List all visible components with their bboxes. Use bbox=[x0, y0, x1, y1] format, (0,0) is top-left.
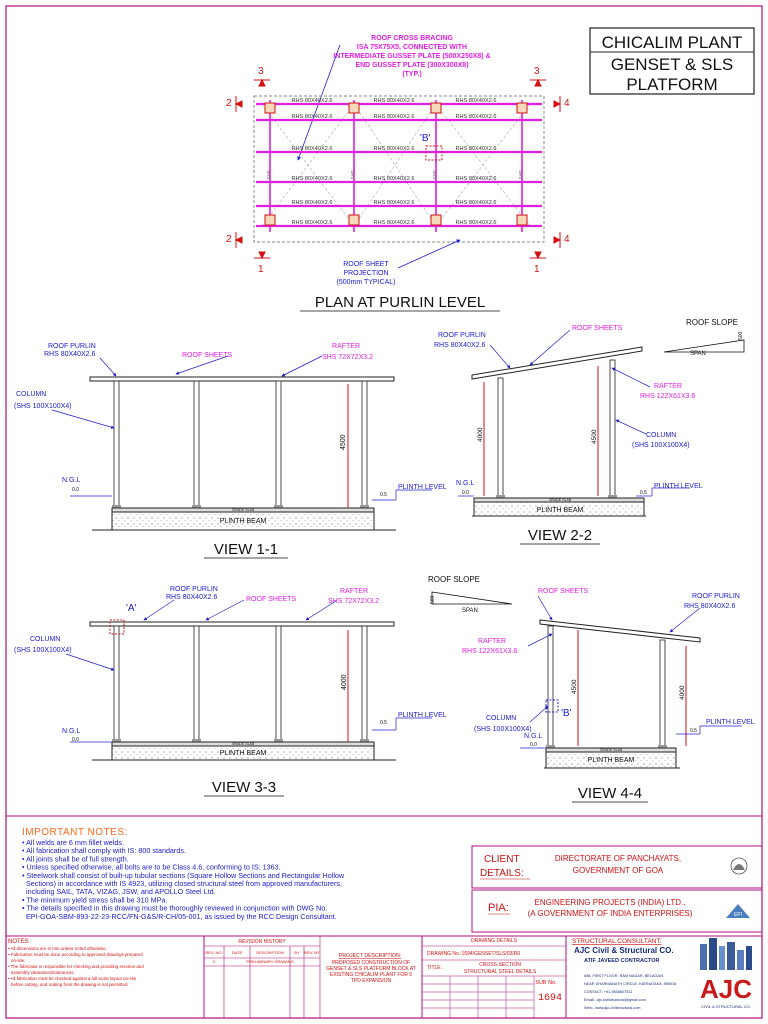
important-notes bbox=[22, 827, 345, 921]
view-2-2 bbox=[434, 318, 744, 544]
marker-3-right: 3 bbox=[534, 66, 540, 77]
plan-member-label: RHS 80X40X2.6 bbox=[455, 114, 497, 120]
plan-column bbox=[349, 103, 359, 113]
view-4-4-span: SPAN bbox=[462, 608, 478, 614]
note-line: EPI-GOA-SBM-893-22-23-RCC/FN-G&S/R-CH/05-001, as issued by the RCC Design Consultant. bbox=[26, 911, 337, 921]
plan-member-label: RHS 80X40X2.6 bbox=[373, 200, 415, 206]
ajc-logo-text: AJC bbox=[699, 974, 753, 1004]
goa-emblem bbox=[731, 858, 747, 874]
bracing-note-5: (TYP.) bbox=[402, 71, 422, 78]
plan-rafter-label: SHS bbox=[518, 170, 523, 180]
plan-rafter-label: SHS bbox=[432, 170, 437, 180]
pia-block bbox=[472, 890, 762, 932]
view-4-4-plinth-level: PLINTH LEVEL bbox=[706, 719, 755, 726]
view-4-4-ngl: N.G.L bbox=[524, 733, 543, 740]
title-block bbox=[6, 936, 762, 1018]
note-line: • All joints shall be of full strength. bbox=[22, 854, 129, 864]
view-1-1-ngl-value: 0.0 bbox=[72, 487, 79, 493]
column-member bbox=[194, 626, 199, 742]
bracing-note-1: ROOF CROSS BRACING bbox=[371, 35, 453, 42]
view-3-3-plinth-level-value: 0.5 bbox=[380, 720, 387, 726]
drawing-details-title: DRAWING DETAILS bbox=[471, 938, 517, 944]
view-4-4-sheets: ROOF SHEETS bbox=[538, 588, 589, 595]
view-3-3-plinth-beam-label: PLINTH BEAM bbox=[219, 750, 267, 757]
projection-note-1: ROOF SHEET bbox=[343, 261, 389, 268]
view-4-4-height-right: 4000 bbox=[679, 685, 686, 700]
svg-text:EPI: EPI bbox=[733, 912, 743, 918]
plan-column bbox=[265, 103, 275, 113]
column-member bbox=[660, 640, 665, 748]
projection-note-3: (500mm TYPICAL) bbox=[336, 279, 396, 286]
view-2-2-purlin-1: ROOF PURLIN bbox=[438, 332, 486, 339]
header-title-line-3: PLATFORM bbox=[626, 75, 718, 94]
plan-member-label: RHS 80X40X2.6 bbox=[455, 200, 497, 206]
view-4-4-ngl-value: 0.0 bbox=[530, 742, 537, 748]
view-2-2-sheets: ROOF SHEETS bbox=[572, 325, 623, 332]
view-4-4-column-1: COLUMN bbox=[486, 715, 517, 722]
view-3-3-sheets: ROOF SHEETS bbox=[246, 596, 297, 603]
view-2-2-height-left: 4000 bbox=[477, 427, 484, 442]
client-label-2: DETAILS: bbox=[480, 868, 524, 879]
project-desc-line: TPD EXPANSION bbox=[350, 978, 392, 984]
plan-member-label: RHS 80X40X2.6 bbox=[291, 146, 333, 152]
note-line: including SAIL, TATA, VIZAG, JSW, and APOLLO Steel Ltd. bbox=[26, 887, 216, 897]
plan-member-label: RHS 80X40X2.6 bbox=[373, 220, 415, 226]
view-4-4-plinth-beam-label: PLINTH BEAM bbox=[587, 757, 635, 764]
bracing-note-4: END GUSSET PLATE (300X300X8) bbox=[355, 62, 469, 69]
small-note-line: • All fabrication must be checked against a full-scale layout on-site bbox=[8, 976, 137, 981]
project-desc-label: PROJECT DESCRIPTION: bbox=[338, 953, 402, 959]
view-4-4-title: VIEW 4-4 bbox=[577, 785, 643, 802]
small-note-line: • All dimensions are in mm unless noted otherwise. bbox=[8, 946, 107, 951]
small-note-line: • The fabricator is responsible for checking and providing erection and bbox=[8, 964, 144, 969]
marker-2-lower: 2 bbox=[226, 234, 232, 245]
view-1-1 bbox=[14, 343, 447, 558]
view-3-3-column-1: COLUMN bbox=[30, 636, 61, 643]
plan-member-label: RHS 80X40X2.6 bbox=[373, 176, 415, 182]
marker-2-upper: 2 bbox=[226, 98, 232, 109]
projection-leader bbox=[398, 240, 460, 268]
view-3-3-height: 4000 bbox=[341, 674, 348, 690]
view-2-2-plinth-beam-label: PLINTH BEAM bbox=[536, 507, 584, 514]
view-2-2-slope-rise: 500 bbox=[738, 331, 744, 340]
column-member bbox=[276, 626, 281, 742]
view-4-4-height-left: 4500 bbox=[571, 679, 578, 694]
plan-column bbox=[431, 103, 441, 113]
marker-1-right: 1 bbox=[534, 264, 540, 275]
view-2-2-height-right: 4500 bbox=[591, 429, 598, 444]
plan-member-label: RHS 80X40X2.6 bbox=[455, 220, 497, 226]
plan-rafter-label: SHS bbox=[350, 170, 355, 180]
view-4-4-purlin-2: RHS 80X40X2.6 bbox=[684, 603, 736, 610]
view-3-3-detail-a-tag: 'A' bbox=[126, 603, 137, 614]
drawing-number: DRAWING No.:1694/GENSET/SLS/03/R0 bbox=[427, 951, 521, 957]
view-4-4-rafter-2: RHS 122X61X3.6 bbox=[462, 648, 518, 655]
view-1-1-rafter-2: SHS 72X72X3.2 bbox=[322, 354, 373, 361]
view-2-2-column-1: COLUMN bbox=[646, 432, 677, 439]
drawing-title bbox=[464, 962, 537, 975]
plan-title: PLAN AT PURLIN LEVEL bbox=[314, 294, 486, 311]
view-4-4-detail-b-tag: 'B' bbox=[561, 708, 572, 719]
plan-member-label: RHS 80X40X2.6 bbox=[291, 200, 333, 206]
title-line: CROSS-SECTION bbox=[479, 962, 521, 968]
view-2-2-purlin-2: RHS 80X40X2.6 bbox=[434, 342, 486, 349]
view-3-3-columns bbox=[112, 626, 369, 742]
view-1-1-column-1: COLUMN bbox=[16, 391, 47, 398]
project-description bbox=[326, 960, 416, 984]
client-name-1: DIRECTORATE OF PANCHAYATS, bbox=[554, 854, 682, 863]
view-3-3-purlin-2: RHS 80X40X2.6 bbox=[166, 594, 218, 601]
view-4-4-purlin-1: ROOF PURLIN bbox=[692, 593, 740, 600]
sheet-label: SUB No. bbox=[535, 980, 557, 986]
project-desc-line: PROPOSED CONSTRUCTION OF bbox=[331, 960, 411, 966]
view-3-3-column-2: (SHS 100X100X4) bbox=[14, 647, 72, 654]
plan-detail-b-tag: 'B' bbox=[420, 133, 431, 144]
pia-name-1: ENGINEERING PROJECTS (INDIA) LTD., bbox=[534, 898, 686, 907]
view-1-1-height: 4500 bbox=[340, 434, 347, 450]
view-1-1-ngl: N.G.L bbox=[62, 477, 81, 484]
view-4-4 bbox=[428, 575, 755, 802]
header-title-line-2: GENSET & SLS bbox=[610, 55, 734, 74]
sheet-number: 1694 bbox=[537, 993, 563, 1004]
view-2-2-slope: ROOF SLOPE bbox=[686, 318, 739, 327]
view-2-2-ngl: N.G.L bbox=[456, 480, 475, 487]
rev-col-revby: REV. BY bbox=[304, 950, 320, 955]
view-2-2-title: VIEW 2-2 bbox=[527, 527, 593, 544]
consultant-address-line: #58, FIRST FLOOR, RAM NAGAR, BELAGAVI, bbox=[584, 974, 665, 978]
view-3-3-rafter-1: RAFTER bbox=[340, 588, 368, 595]
view-1-1-title: VIEW 1-1 bbox=[213, 541, 279, 558]
plan-member-label: RHS 80X40X2.6 bbox=[291, 220, 333, 226]
view-1-1-grade-slab: GRADE SLAB bbox=[231, 508, 255, 512]
note-line: Sections) in accordance with IS 4923, utilizing closed structural steel from approved manufacturers, bbox=[26, 879, 343, 888]
plan-member-label: RHS 80X40X2.6 bbox=[373, 146, 415, 152]
marker-4-lower: 4 bbox=[564, 234, 570, 245]
client-name-2: GOVERNMENT OF GOA bbox=[572, 866, 664, 875]
view-2-2-rafter-1: RAFTER bbox=[654, 383, 682, 390]
client-block bbox=[472, 846, 762, 888]
view-2-2-plinth-level-value: 0.5 bbox=[640, 490, 647, 496]
plan-rafter-label: SHS bbox=[266, 170, 271, 180]
rev-col-desc: DESCRIPTION bbox=[256, 950, 284, 955]
header-title-line-1: CHICALIM PLANT bbox=[601, 33, 743, 52]
title-label: TITLE: bbox=[427, 965, 443, 971]
small-note-line: • Fabrication must be done according to approved drawings prepared bbox=[8, 952, 143, 957]
consultant-name: AJC Civil & Structural CO. bbox=[574, 946, 674, 955]
column-member bbox=[114, 381, 119, 508]
bracing-note-2: ISA 75X75X5, CONNECTED WITH bbox=[356, 44, 468, 51]
epi-logo bbox=[726, 904, 750, 918]
view-3-3-purlin-1: ROOF PURLIN bbox=[170, 586, 218, 593]
note-line: • The details specified in this drawing must be thoroughly reviewed in conjunction with DWG No. bbox=[22, 903, 328, 913]
project-desc-line: GENSET & SLS PLATFORM BLOCK AT bbox=[326, 966, 416, 972]
small-notes-heading: NOTES bbox=[8, 939, 29, 945]
client-label-1: CLIENT bbox=[484, 854, 520, 865]
consultant-label: STRUCTURAL CONSULTANT: bbox=[572, 938, 662, 945]
view-1-1-plinth-beam-label: PLINTH BEAM bbox=[219, 518, 267, 525]
view-2-2-plinth-level: PLINTH LEVEL bbox=[654, 483, 703, 490]
small-notes bbox=[8, 946, 144, 987]
rev-col-no: REV. NO. bbox=[205, 950, 223, 955]
view-2-2-rafter-2: RHS 122X61X3.6 bbox=[640, 393, 696, 400]
view-3-3-ngl-value: 0.0 bbox=[72, 737, 79, 743]
ajc-logo bbox=[700, 938, 752, 1009]
column-member bbox=[362, 626, 367, 742]
notes-heading: IMPORTANT NOTES: bbox=[22, 827, 128, 838]
consultant-address-line: Web:- www.ajc-civilstructural.com bbox=[584, 1006, 641, 1010]
note-line: • All welds are 6 mm fillet welds. bbox=[22, 838, 124, 847]
note-line: • All fabrication shall comply with IS: 800 standards. bbox=[22, 846, 186, 856]
rev-row-no: 0 bbox=[212, 959, 216, 964]
column-member bbox=[114, 626, 119, 742]
view-2-2-columns bbox=[496, 360, 617, 498]
view-1-1-rafter-1: RAFTER bbox=[332, 343, 360, 350]
pia-name-2: (A GOVERNMENT OF INDIA ENTERPRISES) bbox=[527, 909, 693, 918]
rev-col-by: BY bbox=[294, 950, 300, 955]
marker-3-left: 3 bbox=[258, 66, 264, 77]
small-note-line: assembly clearances/tolerances. bbox=[11, 970, 75, 975]
note-line: • Unless specified otherwise, all bolts are to be Class 4.6, conforming to IS: 1363. bbox=[22, 862, 281, 872]
view-3-3 bbox=[14, 586, 447, 796]
view-2-2-span: SPAN bbox=[690, 351, 706, 357]
plan-column bbox=[431, 215, 441, 225]
note-line: • Steelwork shall consist of built-up tubular sections (Square Hollow Sections and Rectangular Hollow bbox=[22, 870, 345, 880]
column-member bbox=[276, 381, 281, 508]
small-note-line: before cutting, and scaling from the drawing is not permitted. bbox=[11, 982, 129, 987]
column-member bbox=[610, 360, 615, 498]
column-member bbox=[362, 381, 367, 508]
view-4-4-columns bbox=[546, 626, 667, 748]
view-3-3-ngl: N.G.L bbox=[62, 728, 81, 735]
view-4-4-grade-slab: GRADE SLAB bbox=[599, 748, 623, 752]
consultant-address-line: Email:- ajc.civilstructural@gmail.com bbox=[584, 998, 646, 1002]
plan-member-label: RHS 80X40X2.6 bbox=[291, 98, 333, 104]
view-1-1-plinth-level: PLINTH LEVEL bbox=[398, 484, 447, 491]
plan-column bbox=[517, 215, 527, 225]
marker-1-left: 1 bbox=[258, 264, 264, 275]
plan-member-label: RHS 80X40X2.6 bbox=[455, 146, 497, 152]
view-4-4-rafter-1: RAFTER bbox=[478, 638, 506, 645]
view-1-1-columns bbox=[112, 381, 369, 508]
view-1-1-column-2: (SHS 100X100X4) bbox=[14, 403, 72, 410]
plan-member-label: RHS 80X40X2.6 bbox=[291, 114, 333, 120]
project-desc-line: EXISTING CHICALIM PLANT FOR 5 bbox=[329, 972, 413, 978]
plan-member-label: RHS 80X40X2.6 bbox=[455, 176, 497, 182]
header-title-box bbox=[590, 28, 754, 94]
rev-row-desc: PRELIMINARY DRAWING bbox=[246, 959, 294, 964]
rev-col-date: DATE bbox=[231, 950, 243, 955]
consultant-address-line: NEAR DHARMANATH CIRCLE, KARNATAKA, 590016 bbox=[584, 982, 677, 986]
view-2-2-ngl-value: 0.0 bbox=[462, 490, 469, 496]
view-4-4-slope: ROOF SLOPE bbox=[428, 575, 481, 584]
title-line: STRUCTURAL STEEL DETAILS bbox=[463, 969, 537, 975]
view-4-4-plinth-level-value: 0.5 bbox=[690, 728, 697, 734]
plan-member-label: RHS 80X40X2.6 bbox=[373, 98, 415, 104]
plan-member-label: RHS 80X40X2.6 bbox=[455, 98, 497, 104]
column-member bbox=[194, 381, 199, 508]
consultant-address bbox=[584, 974, 676, 1010]
plan-member-label: RHS 80X40X2.6 bbox=[291, 176, 333, 182]
column-member bbox=[498, 378, 503, 498]
marker-4-upper: 4 bbox=[564, 98, 570, 109]
view-3-3-grade-slab: GRADE SLAB bbox=[231, 742, 255, 746]
view-4-4-slope-rise: 500 bbox=[430, 595, 436, 604]
view-4-4-column-2: (SHS 100X100X4) bbox=[474, 726, 532, 733]
view-1-1-sheets: ROOF SHEETS bbox=[182, 352, 233, 359]
projection-note-2: PROJECTION bbox=[343, 270, 389, 277]
pia-label: PIA: bbox=[488, 902, 509, 914]
notes-list bbox=[22, 838, 345, 921]
column-member bbox=[548, 626, 553, 748]
note-line: • The minimum yield stress shall be 310 MPa. bbox=[22, 895, 168, 905]
view-3-3-rafter-2: SHS 72X72X3.2 bbox=[328, 598, 379, 605]
plan-column bbox=[517, 103, 527, 113]
svg-text:CIVIL & STRUCTURAL CO.: CIVIL & STRUCTURAL CO. bbox=[701, 1004, 751, 1009]
consultant-person: ATIF JAVEED CONTRACTOR bbox=[584, 958, 660, 964]
bracing-note-3: INTERMEDIATE GUSSET PLATE (500X250X8) & bbox=[333, 53, 491, 60]
plan-view bbox=[226, 35, 570, 311]
consultant-address-line: CONTACT: +91-9538607511 bbox=[584, 990, 633, 994]
view-2-2-grade-slab: GRADE SLAB bbox=[548, 498, 572, 502]
view-3-3-title: VIEW 3-3 bbox=[211, 779, 277, 796]
view-1-1-plinth-level-value: 0.5 bbox=[380, 492, 387, 498]
view-3-3-plinth-level: PLINTH LEVEL bbox=[398, 712, 447, 719]
drawing-details-grid bbox=[422, 976, 534, 1018]
view-2-2-column-2: (SHS 100X100X4) bbox=[632, 442, 690, 449]
plan-column bbox=[349, 215, 359, 225]
revision-history-title: REVISION HISTORY bbox=[238, 939, 286, 945]
view-1-1-purlin-2: RHS 80X40X2.6 bbox=[44, 351, 96, 358]
small-note-line: on-site. bbox=[11, 958, 26, 963]
view-1-1-purlin-1: ROOF PURLIN bbox=[48, 343, 96, 350]
plan-member-label: RHS 80X40X2.6 bbox=[373, 114, 415, 120]
plan-column bbox=[265, 215, 275, 225]
